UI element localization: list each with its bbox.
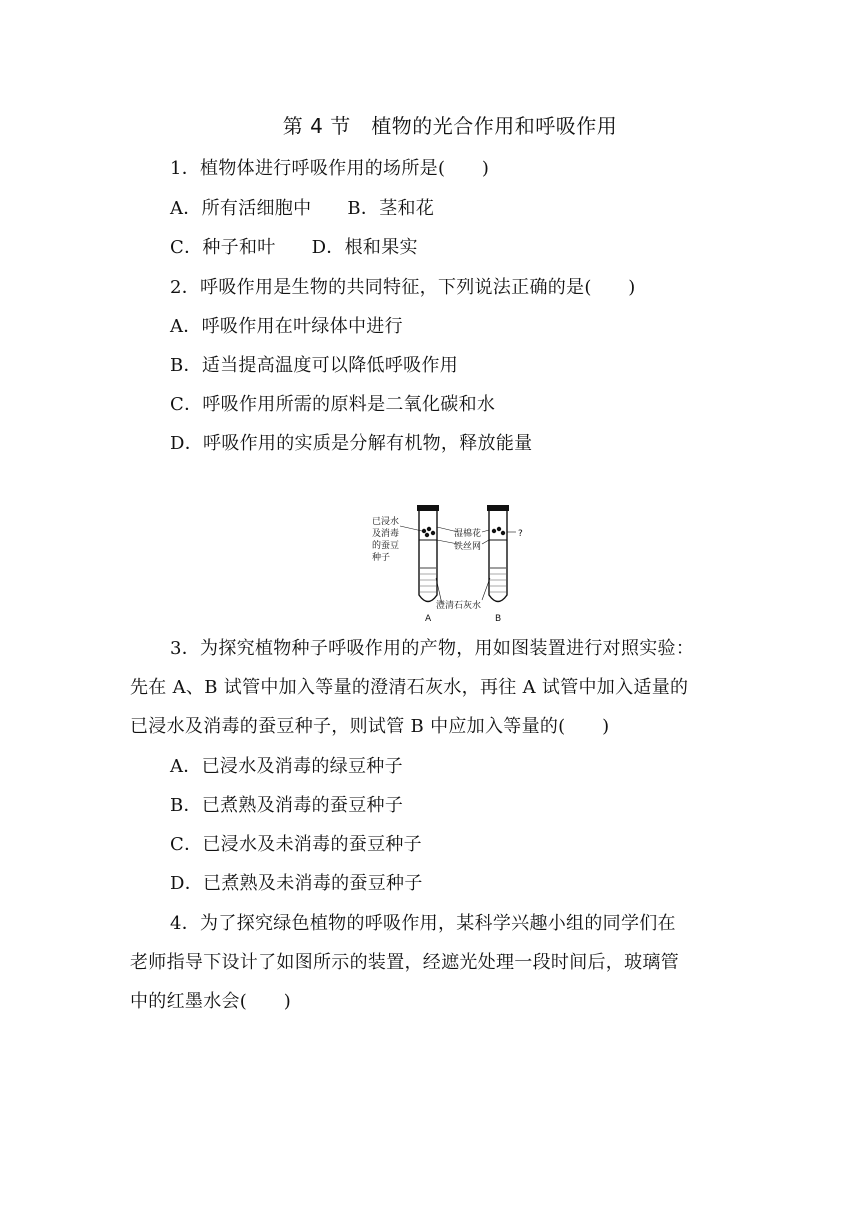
label-tube-b: B xyxy=(495,614,502,624)
label-limewater: 澄清石灰水 xyxy=(436,601,482,611)
question-3-stem-line-2: 先在 A、B 试管中加入等量的澄清石灰水，再往 A 试管中加入适量的 xyxy=(130,677,689,698)
question-1-stem: 1．植物体进行呼吸作用的场所是( ) xyxy=(170,158,490,179)
seed xyxy=(425,533,429,537)
seed xyxy=(431,531,435,535)
label-mesh: 铁丝网 xyxy=(454,542,482,552)
question-1-options-row-2 xyxy=(170,236,418,260)
question-3-option-a: A．已浸水及消毒的绿豆种子 xyxy=(170,756,403,777)
question-3-stem-line-1: 3．为探究植物种子呼吸作用的产物，用如图装置进行对照实验： xyxy=(170,638,695,659)
option-d: D．根和果实 xyxy=(311,237,418,258)
tube-b-liquid-hatch xyxy=(490,574,506,592)
seed xyxy=(497,527,501,531)
tube-a-glass xyxy=(419,511,437,602)
label-seeds-2: 及消毒 xyxy=(372,529,400,539)
label-question: ? xyxy=(518,529,523,539)
option-a: A．所有活细胞中 xyxy=(170,198,312,219)
question-4-stem-line-1: 4．为了探究绿色植物的呼吸作用，某科学兴趣小组的同学们在 xyxy=(170,913,676,934)
question-2-option-c: C．呼吸作用所需的原料是二氧化碳和水 xyxy=(170,394,496,415)
seed xyxy=(501,531,505,535)
label-seeds-4: 种子 xyxy=(372,553,391,563)
seed xyxy=(492,529,496,533)
question-2-option-d: D．呼吸作用的实质是分解有机物，释放能量 xyxy=(170,433,533,454)
section-title: 第 4 节 植物的光合作用和呼吸作用 xyxy=(282,114,618,138)
option-c: C．种子和叶 xyxy=(170,237,276,258)
label-tube-a: A xyxy=(425,614,432,624)
question-3-option-b: B．已煮熟及消毒的蚕豆种子 xyxy=(170,795,404,816)
question-2-option-b: B．适当提高温度可以降低呼吸作用 xyxy=(170,355,459,376)
label-seeds-3: 的蚕豆 xyxy=(372,541,400,551)
question-1-options-row-1 xyxy=(170,197,434,221)
label-cotton: 湿棉花 xyxy=(454,529,482,539)
question-2-option-a: A．呼吸作用在叶绿体中进行 xyxy=(170,316,403,337)
tube-b-glass xyxy=(489,511,507,602)
test-tube-figure xyxy=(370,500,530,625)
tube-a-liquid-hatch xyxy=(420,574,436,592)
question-3-stem-line-3: 已浸水及消毒的蚕豆种子，则试管 B 中应加入等量的( ) xyxy=(130,716,610,737)
question-4-stem-line-3: 中的红墨水会( ) xyxy=(130,991,292,1012)
question-2-stem: 2．呼吸作用是生物的共同特征，下列说法正确的是( ) xyxy=(170,277,636,298)
option-b: B．茎和花 xyxy=(347,198,435,219)
question-3-option-d: D．已煮熟及未消毒的蚕豆种子 xyxy=(170,873,423,894)
tube-a-stopper xyxy=(417,505,439,511)
tube-b-stopper xyxy=(487,505,509,511)
question-4-stem-line-2: 老师指导下设计了如图所示的装置，经遮光处理一段时间后，玻璃管 xyxy=(130,952,679,973)
seed xyxy=(427,527,431,531)
seed xyxy=(422,529,426,533)
label-seeds-1: 已浸水 xyxy=(372,517,400,527)
test-tube-diagram xyxy=(370,500,530,625)
question-3-option-c: C．已浸水及未消毒的蚕豆种子 xyxy=(170,834,422,855)
leader-cotton-mesh-b xyxy=(482,530,489,544)
